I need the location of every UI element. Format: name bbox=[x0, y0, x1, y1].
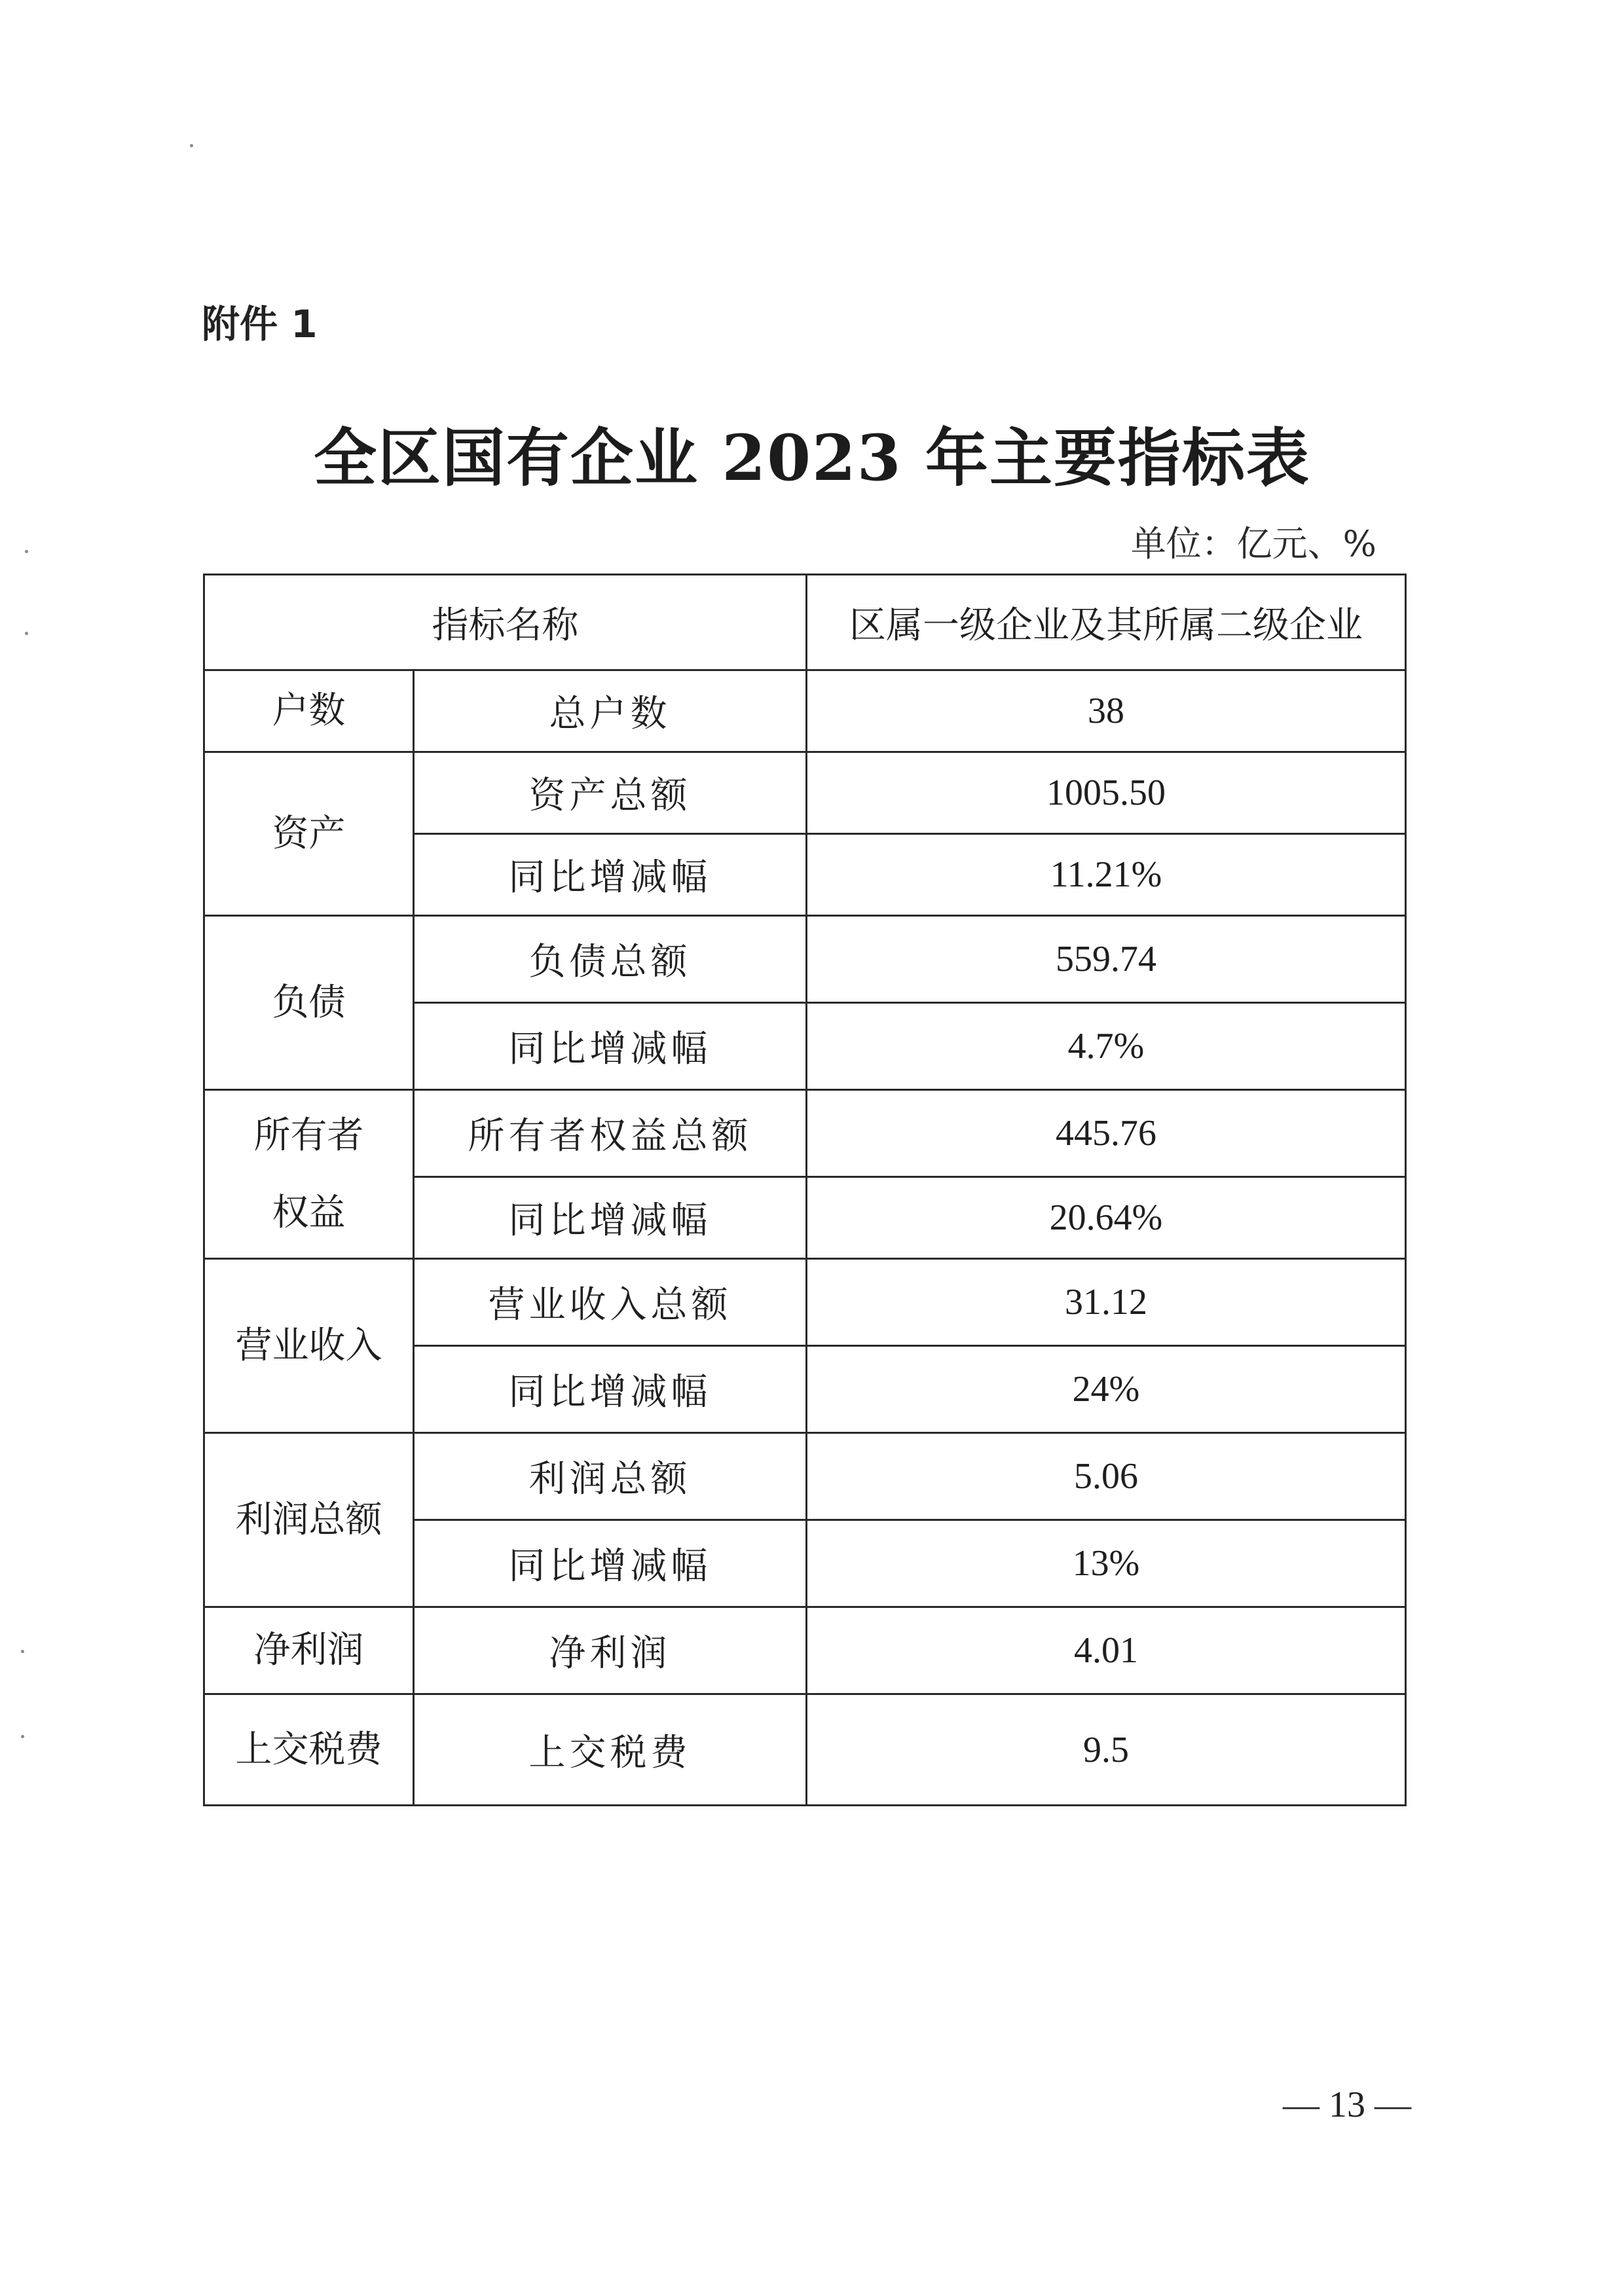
attachment-label: 附件 1 bbox=[202, 302, 318, 346]
row-label: 负债总额 bbox=[414, 916, 807, 1003]
category-revenue: 营业收入 bbox=[204, 1259, 414, 1433]
category-taxes: 上交税费 bbox=[204, 1694, 414, 1806]
page-title: 全区国有企业 2023 年主要指标表 bbox=[313, 421, 1311, 495]
row-value: 24% bbox=[807, 1346, 1406, 1433]
row-value: 4.7% bbox=[807, 1003, 1406, 1090]
indicator-table bbox=[203, 574, 1407, 1806]
row-label: 同比增减幅 bbox=[414, 1346, 807, 1433]
category-profit: 利润总额 bbox=[204, 1433, 414, 1607]
table-row bbox=[204, 752, 1406, 834]
table-row bbox=[204, 1259, 1406, 1346]
row-label: 同比增减幅 bbox=[414, 1177, 807, 1259]
category-liabilities: 负债 bbox=[204, 916, 414, 1090]
row-value: 4.01 bbox=[807, 1607, 1406, 1694]
row-value: 445.76 bbox=[807, 1090, 1406, 1177]
unit-note: 单位：亿元、% bbox=[1130, 523, 1376, 564]
scan-mark bbox=[21, 1735, 24, 1738]
row-value: 31.12 bbox=[807, 1259, 1406, 1346]
table-row bbox=[204, 1090, 1406, 1177]
row-value: 559.74 bbox=[807, 916, 1406, 1003]
scan-mark bbox=[21, 1650, 24, 1653]
category-equity bbox=[204, 1090, 414, 1259]
row-value: 1005.50 bbox=[807, 752, 1406, 834]
row-value: 5.06 bbox=[807, 1433, 1406, 1520]
table-row bbox=[204, 1607, 1406, 1694]
row-value: 9.5 bbox=[807, 1694, 1406, 1806]
table-header-row bbox=[204, 575, 1406, 670]
header-indicator-name: 指标名称 bbox=[204, 575, 807, 670]
category-equity-line1: 所有者 bbox=[253, 1114, 364, 1157]
category-households: 户数 bbox=[204, 670, 414, 752]
row-value: 20.64% bbox=[807, 1177, 1406, 1259]
row-label: 同比增减幅 bbox=[414, 834, 807, 916]
table-row bbox=[204, 670, 1406, 752]
table-row bbox=[204, 916, 1406, 1003]
category-assets: 资产 bbox=[204, 752, 414, 916]
row-label: 资产总额 bbox=[414, 752, 807, 834]
scan-mark bbox=[25, 550, 28, 553]
row-label: 净利润 bbox=[414, 1607, 807, 1694]
header-scope: 区属一级企业及其所属二级企业 bbox=[807, 575, 1406, 670]
row-label: 营业收入总额 bbox=[414, 1259, 807, 1346]
row-value: 11.21% bbox=[807, 834, 1406, 916]
page-number: — 13 — bbox=[1283, 2085, 1411, 2125]
category-equity-line2: 权益 bbox=[272, 1191, 346, 1234]
table-row bbox=[204, 1694, 1406, 1806]
table-row bbox=[204, 1433, 1406, 1520]
row-label: 上交税费 bbox=[414, 1694, 807, 1806]
scan-mark bbox=[25, 632, 28, 635]
row-value: 13% bbox=[807, 1520, 1406, 1607]
scan-mark bbox=[190, 144, 193, 147]
row-value: 38 bbox=[807, 670, 1406, 752]
row-label: 所有者权益总额 bbox=[414, 1090, 807, 1177]
row-label: 总户数 bbox=[414, 670, 807, 752]
category-net-profit: 净利润 bbox=[204, 1607, 414, 1694]
row-label: 利润总额 bbox=[414, 1433, 807, 1520]
row-label: 同比增减幅 bbox=[414, 1003, 807, 1090]
row-label: 同比增减幅 bbox=[414, 1520, 807, 1607]
